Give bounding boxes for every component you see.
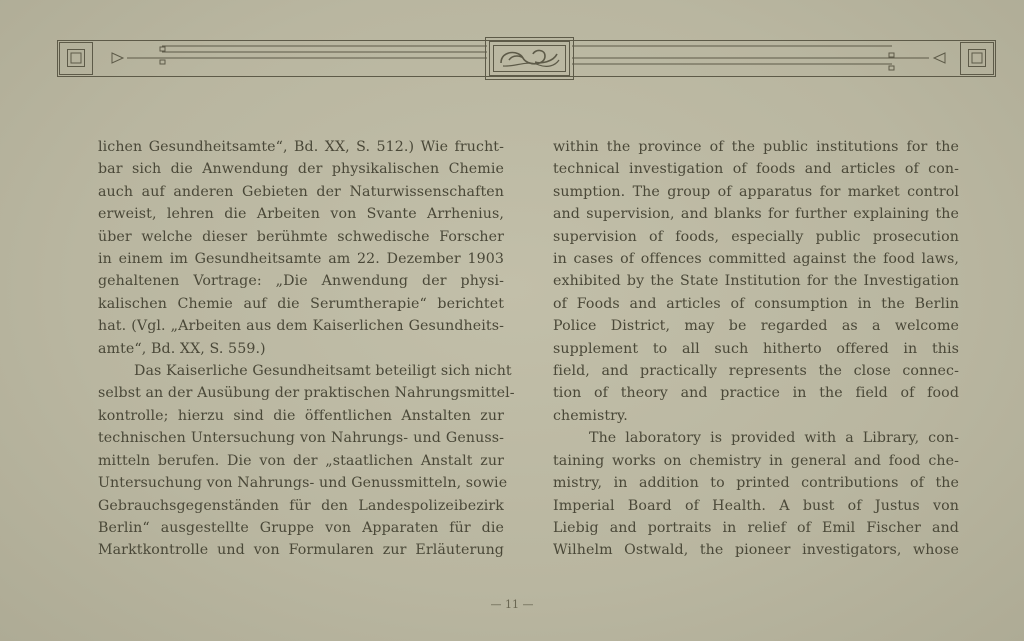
text-line: Wilhelm Ostwald, the pioneer investigators, whose: [553, 542, 959, 559]
text-line: amte“, Bd. XX, S. 559.): [98, 340, 266, 357]
text-line: Das Kaiserliche Gesundheitsamt beteiligt sich nicht: [134, 363, 512, 380]
text-line: of Foods and articles of consumption in the Berlin: [553, 295, 959, 312]
text-line: Imperial Board of Health. A bust of Justus von: [553, 497, 959, 514]
text-line: Gebrauchsgegenständen für den Landespolizeibezirk: [98, 497, 504, 514]
text-line: auch auf anderen Gebieten der Naturwissenschaften: [98, 183, 504, 200]
text-line: mistry, in addition to printed contributions of the: [553, 475, 959, 492]
text-line: hat. (Vgl. „Arbeiten aus dem Kaiserlichen Gesundheits-: [98, 318, 504, 335]
text-line: tion of theory and practice in the field of food: [553, 385, 959, 402]
text-line: gehaltenen Vortrage: „Die Anwendung der physi-: [98, 273, 504, 290]
german-text-column: [98, 136, 515, 562]
text-line: sumption. The group of apparatus for market control: [553, 183, 959, 200]
text-line: selbst an der Ausübung der praktischen Nahrungsmittel-: [98, 385, 515, 402]
text-line: exhibited by the State Institution for the Investigation: [553, 273, 959, 290]
text-line: Marktkontrolle und von Formularen zur Erläuterung: [98, 542, 504, 559]
text-line: supplement to all such hitherto offered in this: [553, 340, 959, 357]
english-text-column: [553, 136, 959, 562]
text-line: kalischen Chemie auf die Serumtherapie“ berichtet: [98, 295, 504, 312]
text-line: mitteln berufen. Die von der „staatlichen Anstalt zur: [98, 452, 504, 469]
text-line: über welche dieser berühmte schwedische Forscher: [98, 228, 504, 245]
text-line: supervision of foods, especially public prosecution: [553, 228, 959, 245]
ornamental-header-band: [57, 36, 997, 82]
text-line: lichen Gesundheitsamte“, Bd. XX, S. 512.) Wie frucht-: [98, 139, 504, 155]
text-line: bar sich die Anwendung der physikalischen Chemie: [98, 161, 504, 178]
text-line: erweist, lehren die Arbeiten von Svante Arrhenius,: [98, 206, 504, 223]
text-line: in cases of offences committed against the food laws,: [553, 251, 959, 268]
text-line: The laboratory is provided with a Library, con-: [589, 430, 959, 447]
text-line: Untersuchung von Nahrungs- und Genussmitteln, sowie: [98, 475, 508, 492]
text-line: field, and practically represents the close connec-: [553, 363, 959, 380]
text-line: Liebig and portraits in relief of Emil Fischer and: [553, 519, 959, 536]
text-line: technical investigation of foods and articles of con-: [553, 161, 959, 178]
text-line: kontrolle; hierzu sind die öffentlichen Anstalten zur: [98, 407, 504, 424]
text-line: in einem im Gesundheitsamte am 22. Dezember 1903: [98, 251, 504, 268]
text-line: Berlin“ ausgestellte Gruppe von Apparaten für die: [98, 519, 504, 536]
text-line: and supervision, and blanks for further explaining the: [553, 206, 959, 223]
text-line: taining works on chemistry in general and food che-: [553, 452, 959, 469]
text-line: within the province of the public institutions for the: [553, 139, 959, 155]
page-number: — 11 —: [490, 598, 534, 611]
text-line: technischen Untersuchung von Nahrungs- und Genuss-: [98, 430, 504, 447]
text-line: chemistry.: [553, 407, 628, 424]
text-line: Police District, may be regarded as a welcome: [553, 318, 959, 335]
